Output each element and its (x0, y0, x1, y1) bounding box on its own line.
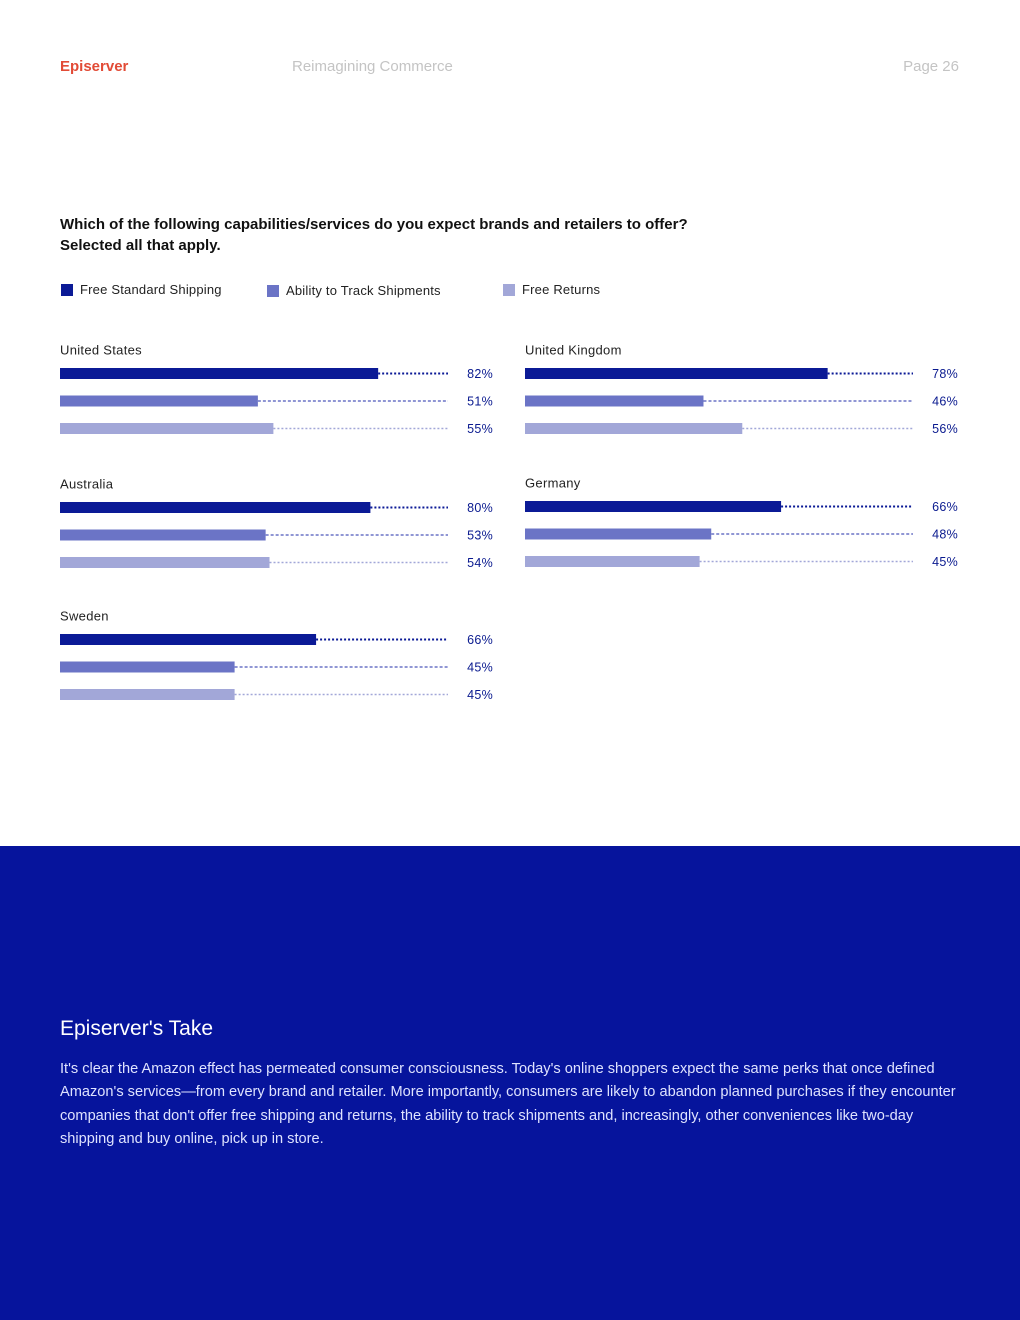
country-panel-sweden (60, 608, 493, 701)
value-label: 46% (932, 394, 958, 409)
value-label: 82% (467, 366, 493, 381)
value-label: 45% (467, 660, 493, 675)
page-number: Page 26 (903, 58, 959, 75)
country-panel-germany (525, 475, 958, 568)
bar-ability-to-track-shipments (60, 396, 258, 407)
bar-free-returns (525, 556, 700, 567)
country-label: United Kingdom (525, 342, 622, 358)
value-label: 78% (932, 366, 958, 381)
value-label: 66% (467, 632, 493, 647)
value-label: 66% (932, 499, 958, 514)
brand-name: Episerver (60, 58, 129, 75)
value-label: 80% (467, 500, 493, 515)
legend-label: Ability to Track Shipments (286, 283, 441, 298)
country-panel-australia (60, 476, 493, 569)
take-title: Episerver's Take (60, 1017, 214, 1040)
value-label: 54% (467, 555, 493, 570)
episerver-take-section (0, 846, 1020, 1320)
bar-ability-to-track-shipments (60, 530, 266, 541)
bar-ability-to-track-shipments (525, 529, 711, 540)
bar-free-standard-shipping (525, 501, 781, 512)
bar-free-standard-shipping (525, 368, 828, 379)
bar-free-returns (60, 423, 273, 434)
value-label: 51% (467, 394, 493, 409)
bar-ability-to-track-shipments (525, 396, 703, 407)
country-panel-united-kingdom (525, 342, 958, 435)
question-line-1: Which of the following capabilities/services do you expect brands and retailers to offer? (60, 216, 688, 233)
bar-free-returns (60, 557, 270, 568)
bar-free-standard-shipping (60, 502, 370, 513)
bar-ability-to-track-shipments (60, 662, 235, 673)
bar-free-standard-shipping (60, 634, 316, 645)
value-label: 56% (932, 421, 958, 436)
value-label: 45% (467, 687, 493, 702)
country-label: Germany (525, 475, 581, 491)
bar-free-returns (60, 689, 235, 700)
value-label: 53% (467, 528, 493, 543)
country-panel-united-states (60, 342, 493, 435)
country-label: Sweden (60, 608, 109, 624)
question-line-2: Selected all that apply. (60, 237, 221, 254)
bar-free-standard-shipping (60, 368, 378, 379)
legend-label: Free Returns (522, 282, 601, 297)
legend-label: Free Standard Shipping (80, 282, 222, 297)
value-label: 48% (932, 527, 958, 542)
country-label: Australia (60, 476, 114, 492)
bar-free-returns (525, 423, 742, 434)
take-body: It's clear the Amazon effect has permeated consumer consciousness. Today's online shoppers expect the same perks that once defined Amazon's services—from every brand and retailer. More importantly, consumers are likely to abandon planned purchases if they encounter companies that don't offer free shipping and returns, the ability to track shipments and, increasingly, other conveniences like two-day shipping and buy online, pick up in store. (60, 1061, 956, 1148)
country-label: United States (60, 342, 142, 358)
value-label: 45% (932, 554, 958, 569)
document-title: Reimagining Commerce (292, 58, 453, 75)
value-label: 55% (467, 421, 493, 436)
